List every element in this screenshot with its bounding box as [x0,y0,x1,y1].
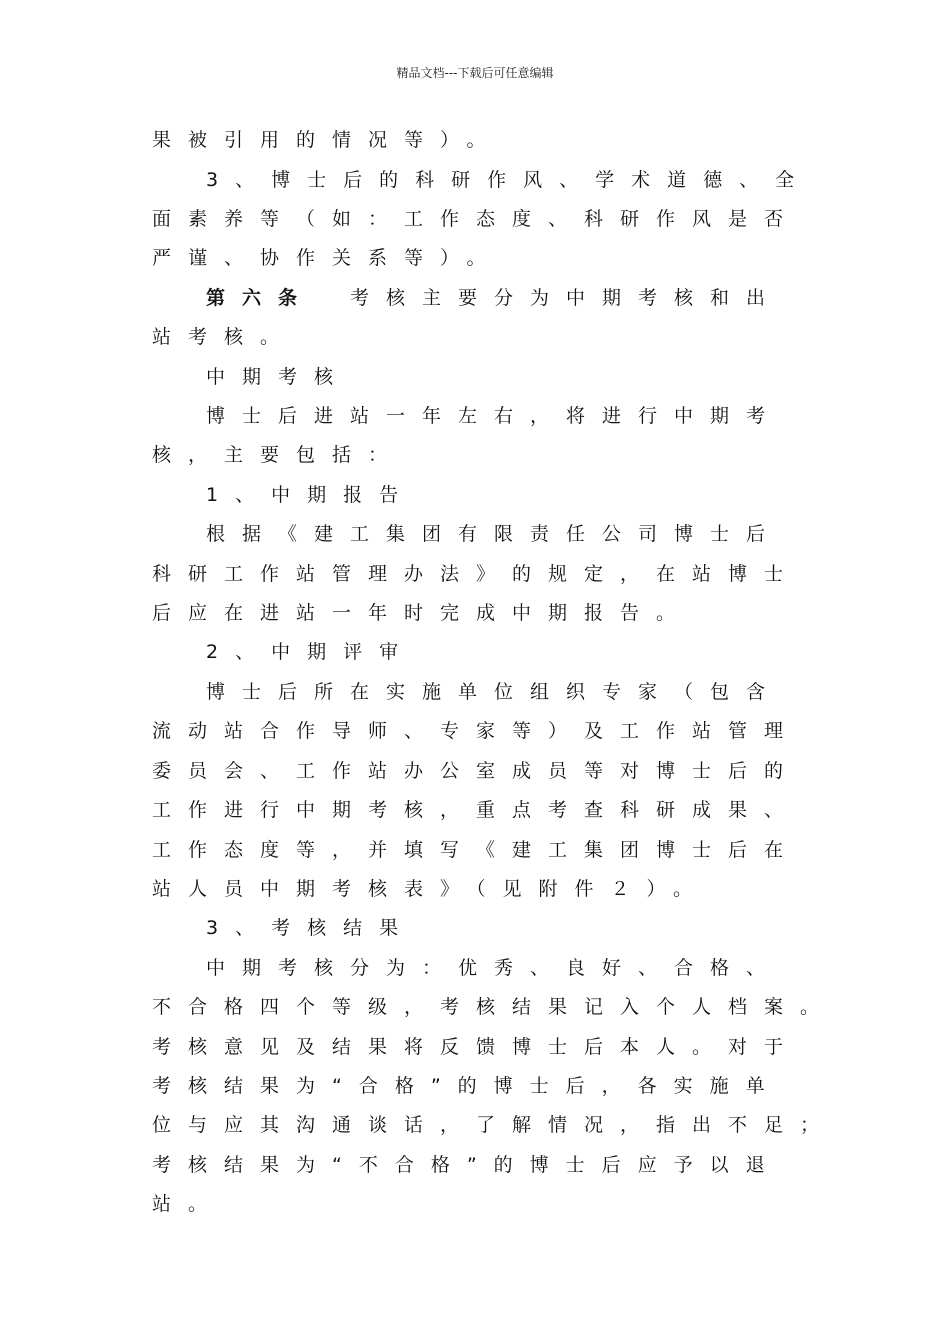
text-line: 科研工作站管理办法》的规定，在站博士 [152,563,801,585]
article-label: 第六条 [206,287,315,309]
page-header: 精品文档---下载后可任意编辑 [396,66,554,80]
article-text: 考核主要分为中期考核和出 [350,287,783,309]
text-line: 考核意见及结果将反馈博士后本人。对于 [152,1036,801,1058]
text-line: 后应在进站一年时完成中期报告。 [152,602,693,624]
text-line: 严谨、协作关系等）。 [152,247,503,269]
sub-heading: 3、考核结果 [206,917,416,939]
text-line: 不合格四个等级，考核结果记入个人档案。 [152,996,837,1018]
text-line: 中期考核分为：优秀、良好、合格、 [206,957,783,979]
sub-heading: 2、中期评审 [206,641,416,663]
text-line: 面素养等（如：工作态度、科研作风是否 [152,208,801,230]
article-line [206,286,782,310]
text-line: 博士后进站一年左右，将进行中期考 [206,405,783,427]
text-line: 站人员中期考核表》（见附件２）。 [152,878,710,900]
text-line: 根据《建工集团有限责任公司博士后 [206,523,783,545]
text-line: 工作态度等，并填写《建工集团博士后在 [152,839,801,861]
text-line: 考核结果为“合格”的博士后，各实施单 [152,1075,782,1097]
text-line: 站。 [152,1193,225,1215]
section-heading: 中期考核 [206,366,351,388]
text-line: 果被引用的情况等）。 [152,129,503,151]
text-line: 委员会、工作站办公室成员等对博士后的 [152,760,801,782]
text-line: 核，主要包括： [152,444,405,466]
text-line: 工作进行中期考核，重点考查科研成果、 [152,799,801,821]
text-line: 考核结果为“不合格”的博士后应予以退 [152,1154,782,1176]
text-line: 站考核。 [152,326,297,348]
text-line: 流动站合作导师、专家等）及工作站管理 [152,720,801,742]
text-line: 位与应其沟通谈话，了解情况，指出不足； [152,1114,837,1136]
text-line: 博士后所在实施单位组织专家（包含 [206,681,783,703]
sub-heading: 1、中期报告 [206,484,416,506]
text-line: 3、博士后的科研作风、学术道德、全 [206,169,812,191]
